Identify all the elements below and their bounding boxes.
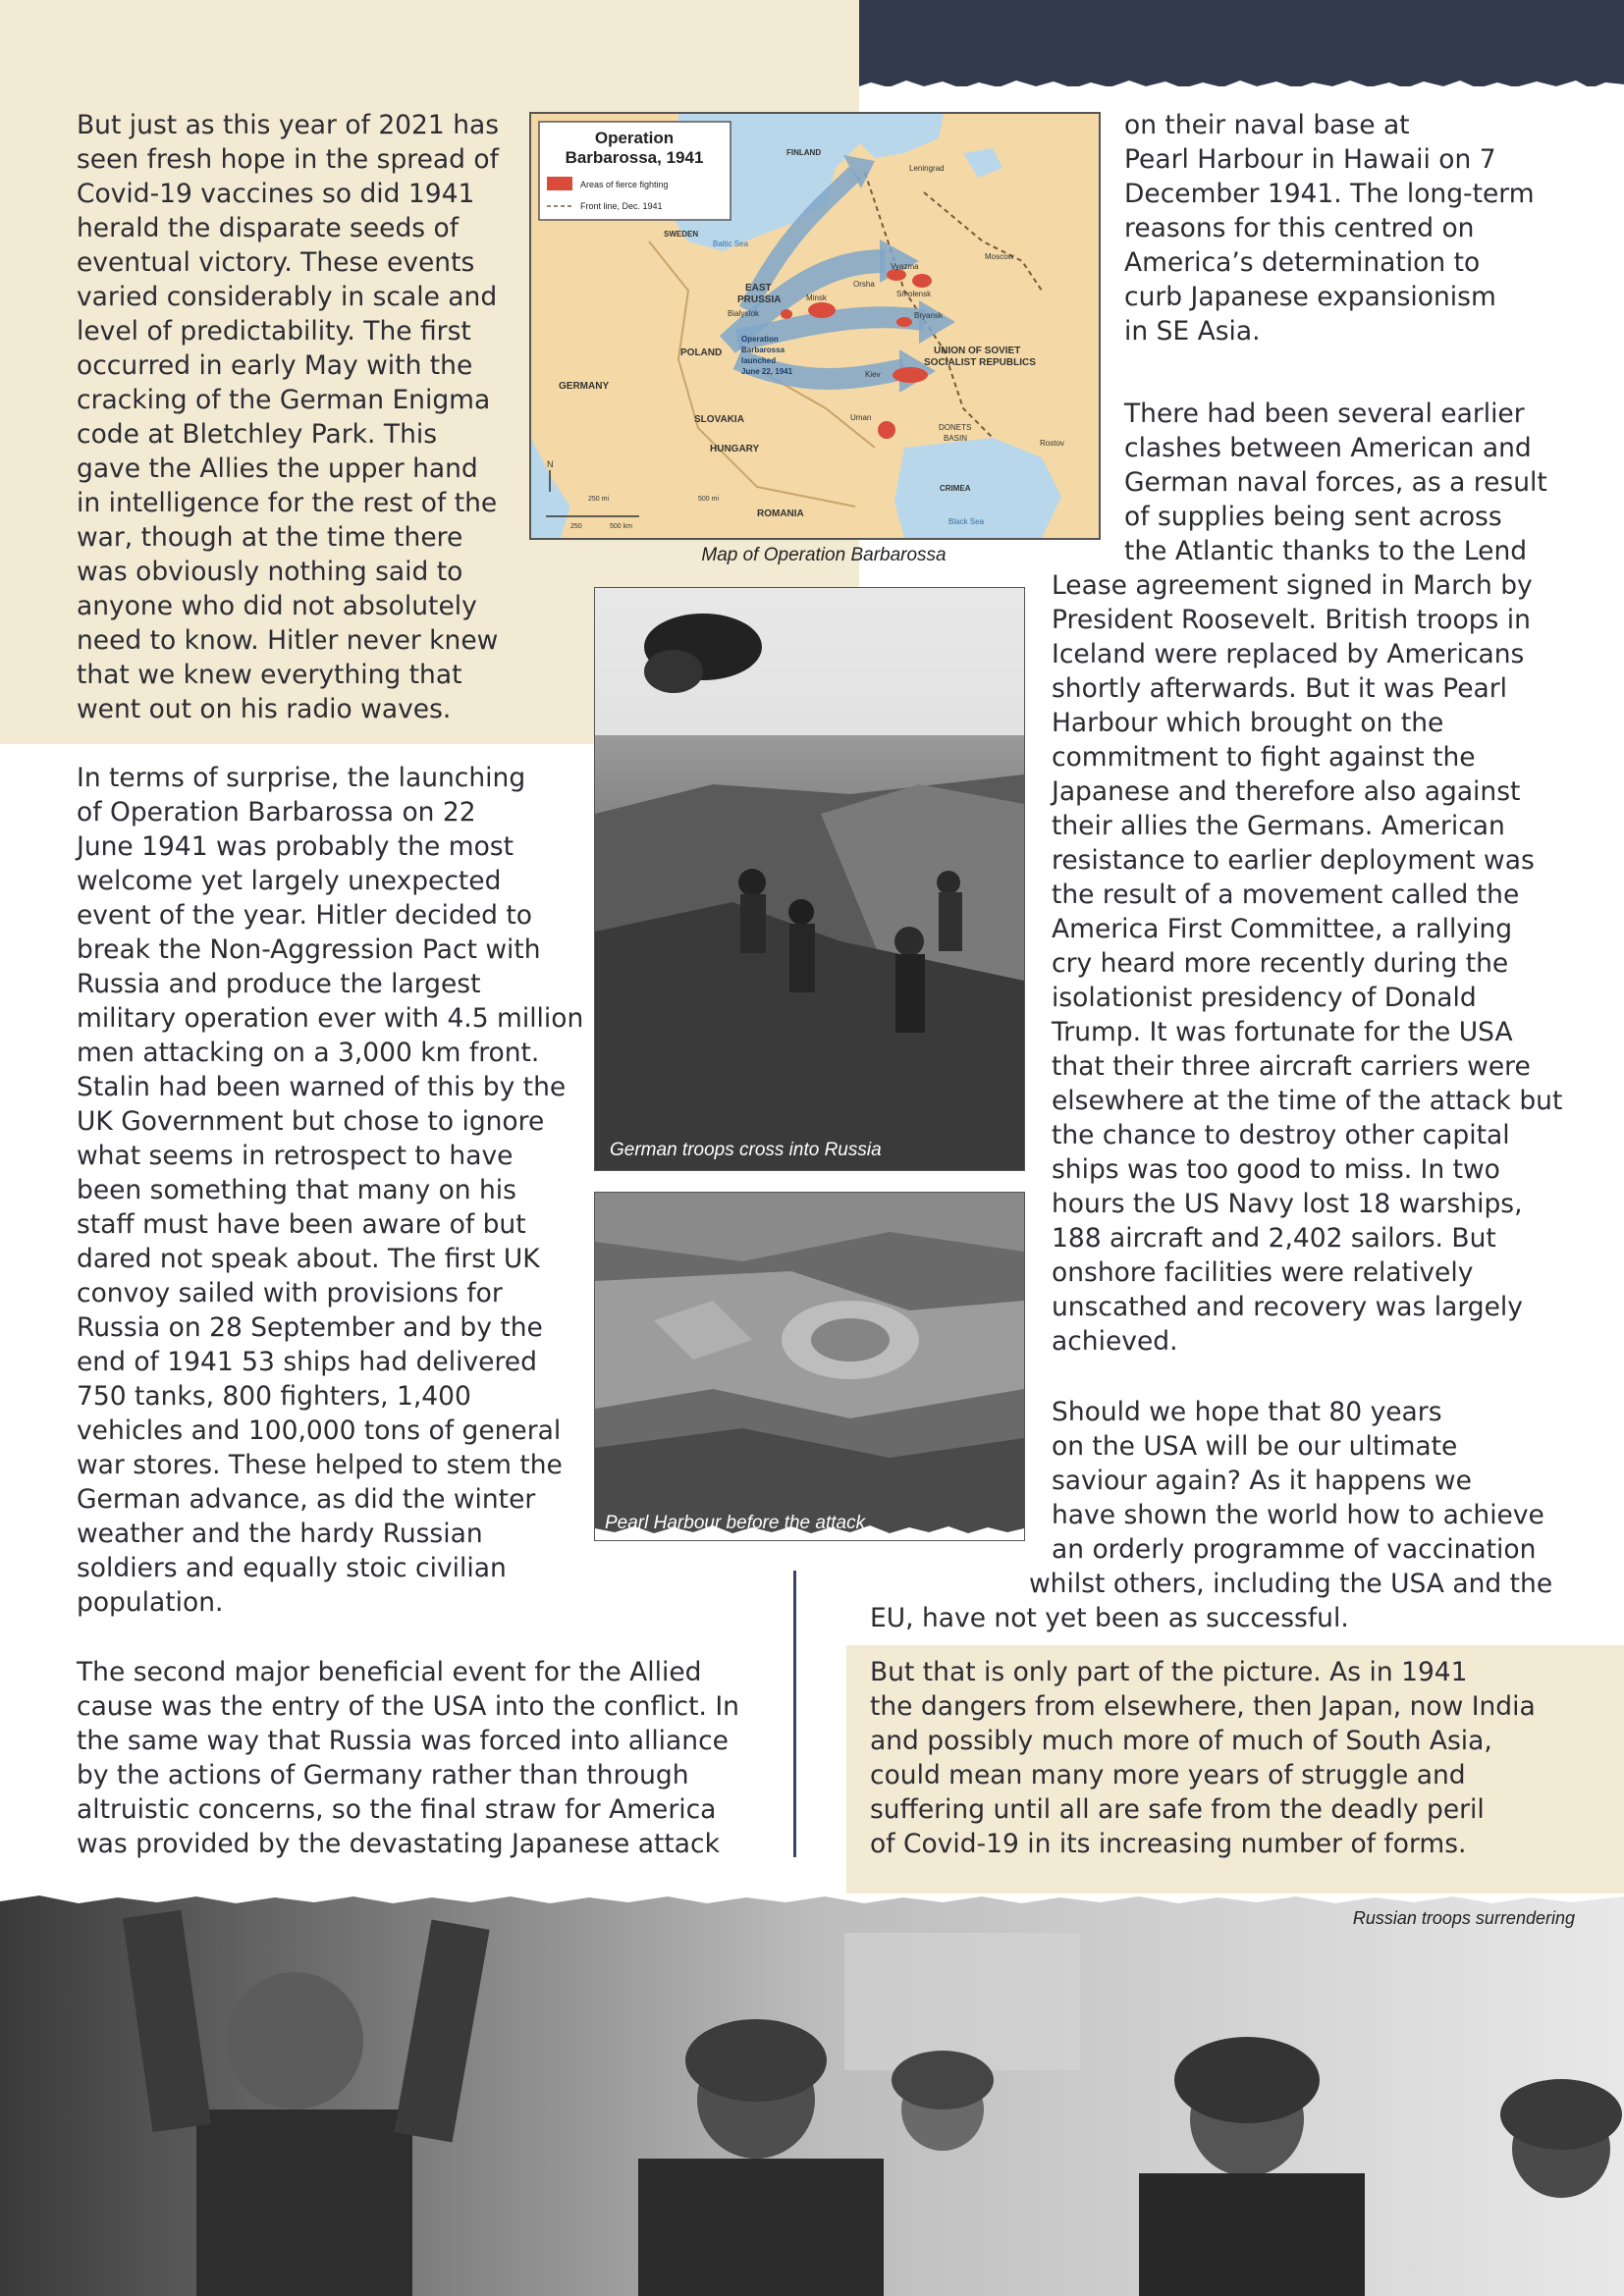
map-label: Bialystok (728, 309, 760, 318)
german-troops-caption: German troops cross into Russia (610, 1140, 882, 1160)
map-label: UNION OF SOVIET (934, 346, 1021, 356)
col2-paragraph-2: There had been several earlier clashes between American and German naval forces, as a result of supplies being sent across the Atlantic thanks to the Lend Lease agreement signed in March by President Roosevelt. British troops in Iceland were replaced by Americans shortly afterwards. But it was Pearl Harbour which brought on the commitment to fight against the Japanese and therefore also against their allies the Germans. American resistance to earlier deployment was the result of a movement called the America First Committee, a rallying cry heard more recently during the isolationist presidency of Donald Trump. It was fortunate for the USA that their three aircraft carriers were elsewhere at the time of the attack but the chance to destroy other capital ships was too good to miss. In two hours the US Navy lost 18 warships, 188 aircraft and 2,402 sailors. But onshore facilities were relatively unscathed and recovery was largely achieved. (1052, 399, 1563, 1357)
map-label: Orsha (853, 280, 875, 289)
col2-paragraph-3: Should we hope that 80 years on the USA will be our ultimate saviour again? As it happens we have shown the world how to achieve an orderly programme of vaccination whilst others, including the USA and the EU, have not yet been as successful. (870, 1397, 1553, 1633)
col2-paragraph-1: on their naval base at Pearl Harbour in Hawaii on 7 December 1941. The long-term reasons for this centred on America’s determination to curb Japanese expansionism in SE Asia. (1124, 110, 1535, 347)
map-label: 250 mi (588, 496, 610, 503)
map-label: EAST (745, 283, 772, 294)
map-label: Moscow (985, 252, 1014, 261)
map-label: Operation (741, 335, 779, 344)
barbarossa-map (529, 112, 1101, 540)
russian-troops-caption: Russian troops surrendering (1352, 1908, 1575, 1928)
pearl-harbour-caption: Pearl Harbour before the attack (605, 1513, 866, 1533)
map-label: CRIMEA (940, 484, 971, 493)
map-label: Bryansk (914, 311, 943, 320)
col1-paragraph-3: The second major beneficial event for the Allied cause was the entry of the USA into the conflict. In the same way that Russia was forced into alliance by the actions of Germany rather than through altruistic concerns, so the final straw for America was provided by the devastating Japanese attack (77, 1657, 739, 1859)
map-label: Baltic Sea (713, 240, 749, 248)
map-label: Uman (850, 413, 872, 422)
column-divider-rule (793, 1571, 796, 1857)
map-legend-front: Front line, Dec. 1941 (580, 201, 663, 211)
col1-paragraph-2: In terms of surprise, the launching of Operation Barbarossa on 22 June 1941 was probably the most welcome yet largely unexpected event of the year. Hitler decided to break the Non-Aggression Pact with Russia and produce the largest military operation ever with 4.5 million men attacking on a 3,000 km front. Stalin had been warned of this by the UK Government but chose to ignore what seems in retrospect to have been something that many on his staff must have been aware of but dared not speak about. The first UK convoy sailed with provisions for Russia on 28 September and by the end of 1941 53 ships had delivered 750 tanks, 800 fighters, 1,400 vehicles and 100,000 tons of general war stores. These helped to stem the German advance, as did the winter weather and the hardy Russian soldiers and equally stoic civilian population. (77, 763, 584, 1618)
map-label: Minsk (806, 294, 827, 302)
map-label: Smolensk (896, 290, 932, 298)
navy-header-band (859, 0, 1624, 86)
map-label: PRUSSIA (737, 294, 782, 305)
map-label: POLAND (680, 347, 723, 358)
map-label: Leningrad (909, 164, 945, 173)
map-label: launched (741, 356, 777, 365)
map-label: SOCIALIST REPUBLICS (924, 357, 1036, 368)
map-north-label: N (547, 459, 554, 469)
map-label: Vyazma (891, 262, 919, 271)
map-label: Barbarossa (741, 346, 785, 354)
map-label: 250 (570, 523, 582, 530)
col1-paragraph-1: But just as this year of 2021 has seen fresh hope in the spread of Covid-19 vaccines so did 1941 herald the disparate seeds of eventual victory. These events varied considerably in scale and level of predictability. The first occurred in early May with the cracking of the German Enigma code at Bletchley Park. This gave the Allies the upper hand in intelligence for the rest of the war, though at the time there was obviously nothing said to anyone who did not absolutely need to know. Hitler never knew that we knew everything that went out on his radio waves. (77, 110, 500, 724)
map-label: DONETS (939, 423, 972, 432)
map-label: 500 mi (698, 496, 720, 503)
map-label: Rostov (1040, 439, 1064, 448)
pearl-harbour-photo (594, 1192, 1025, 1541)
map-label: June 22, 1941 (741, 367, 793, 376)
map-caption: Map of Operation Barbarossa (701, 545, 947, 565)
col2-paragraph-4: But that is only part of the picture. As in 1941 the dangers from elsewhere, then Japan, now India and possibly much more of much of South Asia, could mean many more years of struggle and suffering until all are safe from the deadly peril of Covid-19 in its increasing number of forms. (870, 1657, 1536, 1859)
map-title-line2: Barbarossa, 1941 (565, 148, 704, 167)
map-label: Kiev (865, 370, 881, 379)
map-label: HUNGARY (710, 444, 760, 454)
russian-troops-photo (0, 1894, 1624, 2296)
map-title-line1: Operation (594, 129, 675, 147)
map-label: Black Sea (948, 517, 985, 526)
german-troops-photo (594, 587, 1025, 1171)
map-legend-fighting: Areas of fierce fighting (580, 180, 669, 189)
map-label: 500 km (610, 523, 632, 530)
map-label: ROMANIA (757, 508, 804, 519)
map-label: FINLAND (786, 148, 822, 157)
map-label: BASIN (944, 434, 968, 443)
map-label: GERMANY (559, 381, 610, 392)
map-label: SLOVAKIA (694, 414, 744, 425)
map-label: SWEDEN (664, 230, 699, 239)
